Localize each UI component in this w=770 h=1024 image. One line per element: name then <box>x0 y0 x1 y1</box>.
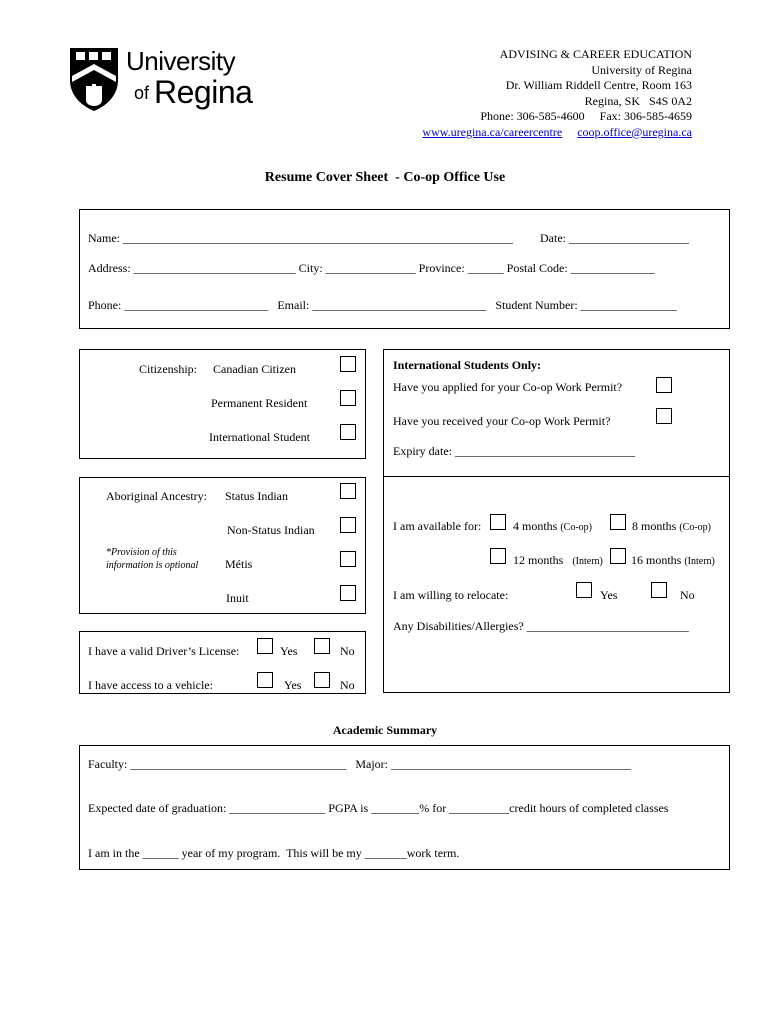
page-title: Resume Cover Sheet - Co-op Office Use <box>264 170 506 185</box>
relocate-yes-label: Yes <box>600 588 618 602</box>
permit-applied-question: Have you applied for your Co-op Work Permit? <box>393 380 623 394</box>
availability-16-months: 16 months (Intern) <box>631 553 715 567</box>
vehicle-yes-checkbox[interactable] <box>257 672 273 688</box>
citizenship-label: Citizenship: <box>139 362 197 376</box>
relocate-yes-checkbox[interactable] <box>576 582 592 598</box>
email-link[interactable]: coop.office@uregina.ca <box>577 124 692 139</box>
fax-number: Fax: 306-585-4659 <box>599 109 692 123</box>
vehicle-yes-label: Yes <box>284 678 302 692</box>
aboriginal-option-non-status: Non-Status Indian <box>227 523 315 537</box>
university-name: University of Regina <box>591 62 692 77</box>
availability-8-months: 8 months (Co-op) <box>632 519 712 533</box>
citizenship-option-canadian: Canadian Citizen <box>213 362 296 376</box>
website-link[interactable]: www.uregina.ca/careercentre <box>422 124 563 139</box>
vehicle-no-label: No <box>340 678 355 692</box>
citizenship-international-checkbox[interactable] <box>340 424 356 440</box>
logo-regina: Regina <box>154 74 253 110</box>
international-heading: International Students Only: <box>393 358 542 372</box>
license-no-checkbox[interactable] <box>314 638 330 654</box>
phone-number: Phone: 306-585-4600 <box>480 109 585 123</box>
citizenship-option-international: International Student <box>209 430 310 444</box>
header-address <box>422 47 692 140</box>
relocate-no-checkbox[interactable] <box>651 582 667 598</box>
crest-icon <box>68 46 120 112</box>
contact-phone-fax <box>422 109 692 125</box>
availability-16-months-checkbox[interactable] <box>610 548 626 564</box>
license-no-label: No <box>340 644 355 658</box>
divider-line <box>383 476 730 477</box>
availability-12-months: 12 months (Intern) <box>513 553 603 567</box>
aboriginal-option-inuit: Inuit <box>226 591 249 605</box>
faculty-major-field[interactable]: Faculty: ____________________________________ Major: ________________________________________ <box>88 757 631 771</box>
permit-received-checkbox[interactable] <box>656 408 672 424</box>
aboriginal-metis-checkbox[interactable] <box>340 551 356 567</box>
expiry-date-field[interactable]: Expiry date: ______________________________ <box>393 444 635 458</box>
license-yes-label: Yes <box>280 644 298 658</box>
relocate-no-label: No <box>680 588 695 602</box>
aboriginal-inuit-checkbox[interactable] <box>340 585 356 601</box>
city-address: Regina, SK S4S 0A2 <box>584 93 692 108</box>
aboriginal-option-status: Status Indian <box>225 489 288 503</box>
license-label: I have a valid Driver’s License: <box>88 644 240 658</box>
citizenship-canadian-checkbox[interactable] <box>340 356 356 372</box>
availability-8-months-checkbox[interactable] <box>610 514 626 530</box>
availability-4-months: 4 months (Co-op) <box>513 519 593 533</box>
citizenship-option-permanent: Permanent Resident <box>211 396 308 410</box>
vehicle-label: I have access to a vehicle: <box>88 678 213 692</box>
graduation-pgpa-field[interactable]: Expected date of graduation: ________________ PGPA is ________% for __________credit hours of completed classes <box>88 801 669 815</box>
relocate-label: I am willing to relocate: <box>393 588 509 602</box>
academic-heading: Academic Summary <box>332 723 438 737</box>
building-address: Dr. William Riddell Centre, Room 163 <box>505 78 692 92</box>
availability-label: I am available for: <box>393 519 482 533</box>
aboriginal-non-status-checkbox[interactable] <box>340 517 356 533</box>
permit-received-question: Have you received your Co-op Work Permit? <box>393 414 611 428</box>
vehicle-no-checkbox[interactable] <box>314 672 330 688</box>
university-logo <box>68 46 268 114</box>
logo-university: University <box>126 46 236 76</box>
availability-12-months-checkbox[interactable] <box>490 548 506 564</box>
disabilities-field[interactable]: Any Disabilities/Allergies? ___________________________ <box>393 619 689 633</box>
aboriginal-option-metis: Métis <box>225 557 253 571</box>
availability-4-months-checkbox[interactable] <box>490 514 506 530</box>
date-field[interactable]: Date: ____________________ <box>540 231 689 245</box>
citizenship-permanent-checkbox[interactable] <box>340 390 356 406</box>
program-year-field[interactable]: I am in the ______ year of my program. This will be my _______work term. <box>88 846 460 860</box>
license-yes-checkbox[interactable] <box>257 638 273 654</box>
phone-email-student-field[interactable]: Phone: ________________________ Email: _____________________________ Student Number: ________________ <box>88 298 677 312</box>
aboriginal-label: Aboriginal Ancestry: <box>106 489 207 503</box>
permit-applied-checkbox[interactable] <box>656 377 672 393</box>
contact-links <box>422 125 692 141</box>
name-field[interactable]: Name: _________________________________________________________________ <box>88 231 513 245</box>
office-name: ADVISING & CAREER EDUCATION <box>499 47 692 61</box>
logo-of: of <box>134 83 150 103</box>
aboriginal-optional-note: *Provision of this information is optional <box>106 547 199 571</box>
address-field[interactable]: Address: ___________________________ City: _______________ Province: ______ Postal Code: ______________ <box>88 261 655 275</box>
aboriginal-status-checkbox[interactable] <box>340 483 356 499</box>
